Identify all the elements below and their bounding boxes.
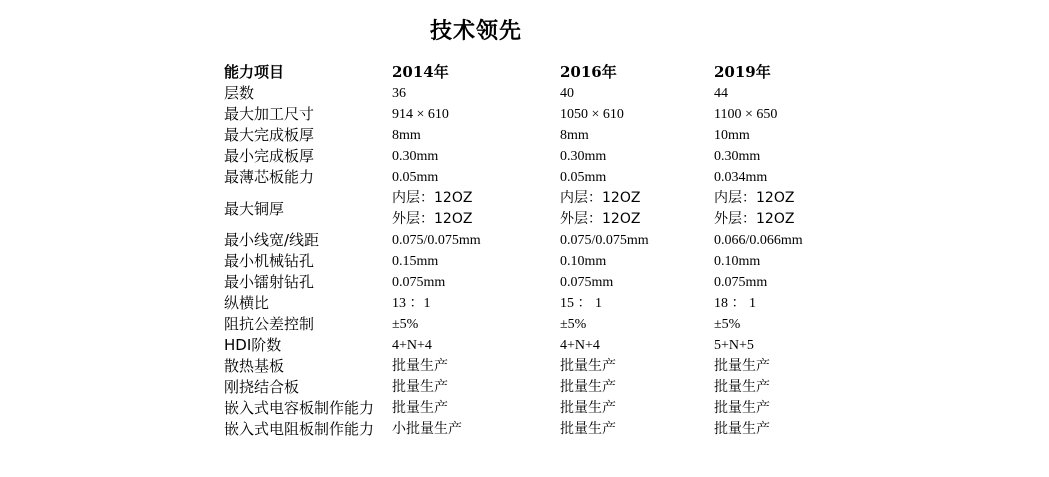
cell-2016: 0.075/0.075mm [560,233,649,248]
cell-2014: 0.15mm [392,254,439,269]
cell-2016: 批量生产 [560,358,616,374]
cell-2014: 批量生产 [392,379,448,395]
cell-2019: 批量生产 [714,421,770,437]
cell-2016: ±5% [560,317,587,332]
row-label: 散热基板 [224,357,285,375]
cell-2019: 18 ： 1 [714,296,756,311]
table-row [224,146,844,167]
cell-2016: 0.05mm [560,170,607,185]
row-label: 最薄芯板能力 [224,168,315,186]
cell-2016: 批量生产 [560,379,616,395]
cell-2016: 批量生产 [560,400,616,416]
cell-2016: 15 ： 1 [560,296,602,311]
cell-2019: 44 [714,86,728,101]
cell-2016: 0.30mm [560,149,607,164]
cell-2016: 4+N+4 [560,338,600,353]
row-label: 最小机械钻孔 [224,252,315,270]
table-row [224,314,844,335]
cell-2014: 批量生产 [392,400,448,416]
capability-table [224,60,844,440]
cell-2019: 0.034mm [714,170,768,185]
row-label: 纵横比 [224,294,270,312]
table-row [224,83,844,104]
row-label: 嵌入式电阻板制作能力 [224,420,375,438]
header-item: 能力项目 [224,63,285,81]
row-label: 最小镭射钻孔 [224,273,315,291]
table-row [224,356,844,377]
table-row [224,398,844,419]
cell-line: 内层：12OZ [714,190,795,206]
cell-2016: 1050 × 610 [560,107,624,122]
cell-2014: 0.075mm [392,275,446,290]
cell-2014: 小批量生产 [392,421,462,437]
cell-2019: ±5% [714,317,741,332]
cell-2014: 13 ：1 [392,296,431,311]
row-label: 最大完成板厚 [224,126,315,144]
cell-2014: 36 [392,86,406,101]
cell-2014: ±5% [392,317,419,332]
cell-line: 外层：12OZ [714,211,795,227]
table-row [224,230,844,251]
row-label: 嵌入式电容板制作能力 [224,399,375,417]
cell-2019: 0.10mm [714,254,761,269]
cell-line: 外层：12OZ [392,211,473,227]
cell-2019: 批量生产 [714,400,770,416]
cell-2019: 批量生产 [714,379,770,395]
row-label: 层数 [224,84,255,102]
table-row [224,272,844,293]
table-row [224,167,844,188]
header-2014: 2014年 [392,63,449,81]
table-row [224,188,844,230]
cell-2019: 0.30mm [714,149,761,164]
cell-2014: 914 × 610 [392,107,449,122]
cell-2016: 批量生产 [560,421,616,437]
row-label: 最大加工尺寸 [224,105,315,123]
page-title: 技术领先 [430,18,523,44]
cell-2014: 0.30mm [392,149,439,164]
cell-2016: 40 [560,86,574,101]
cell-2019: 1100 × 650 [714,107,778,122]
table-row [224,293,844,314]
cell-2019 [714,188,844,230]
cell-2019: 0.075mm [714,275,768,290]
table-row [224,125,844,146]
cell-2014 [392,188,560,230]
row-label: 最小完成板厚 [224,147,315,165]
cell-2019: 0.066/0.066mm [714,233,803,248]
table-row [224,104,844,125]
cell-2014: 批量生产 [392,358,448,374]
table-header-row [224,60,844,83]
table-row [224,251,844,272]
cell-2014: 4+N+4 [392,338,432,353]
cell-2019: 批量生产 [714,358,770,374]
table-row [224,419,844,440]
cell-2016 [560,188,714,230]
cell-2014: 8mm [392,128,421,143]
header-2016: 2016年 [560,63,617,81]
cell-line: 内层：12OZ [392,190,473,206]
cell-2016: 8mm [560,128,589,143]
cell-line: 内层：12OZ [560,190,641,206]
row-label: 阻抗公差控制 [224,315,315,333]
cell-2014: 0.05mm [392,170,439,185]
cell-2019: 5+N+5 [714,338,754,353]
cell-line: 外层：12OZ [560,211,641,227]
cell-2016: 0.075mm [560,275,614,290]
row-label: HDI阶数 [224,336,282,354]
table-row [224,335,844,356]
row-label: 最大铜厚 [224,199,285,218]
header-2019: 2019年 [714,63,771,81]
row-label: 最小线宽/线距 [224,231,320,249]
row-label: 刚挠结合板 [224,378,300,396]
cell-2016: 0.10mm [560,254,607,269]
cell-2014: 0.075/0.075mm [392,233,481,248]
table-row [224,377,844,398]
cell-2019: 10mm [714,128,750,143]
